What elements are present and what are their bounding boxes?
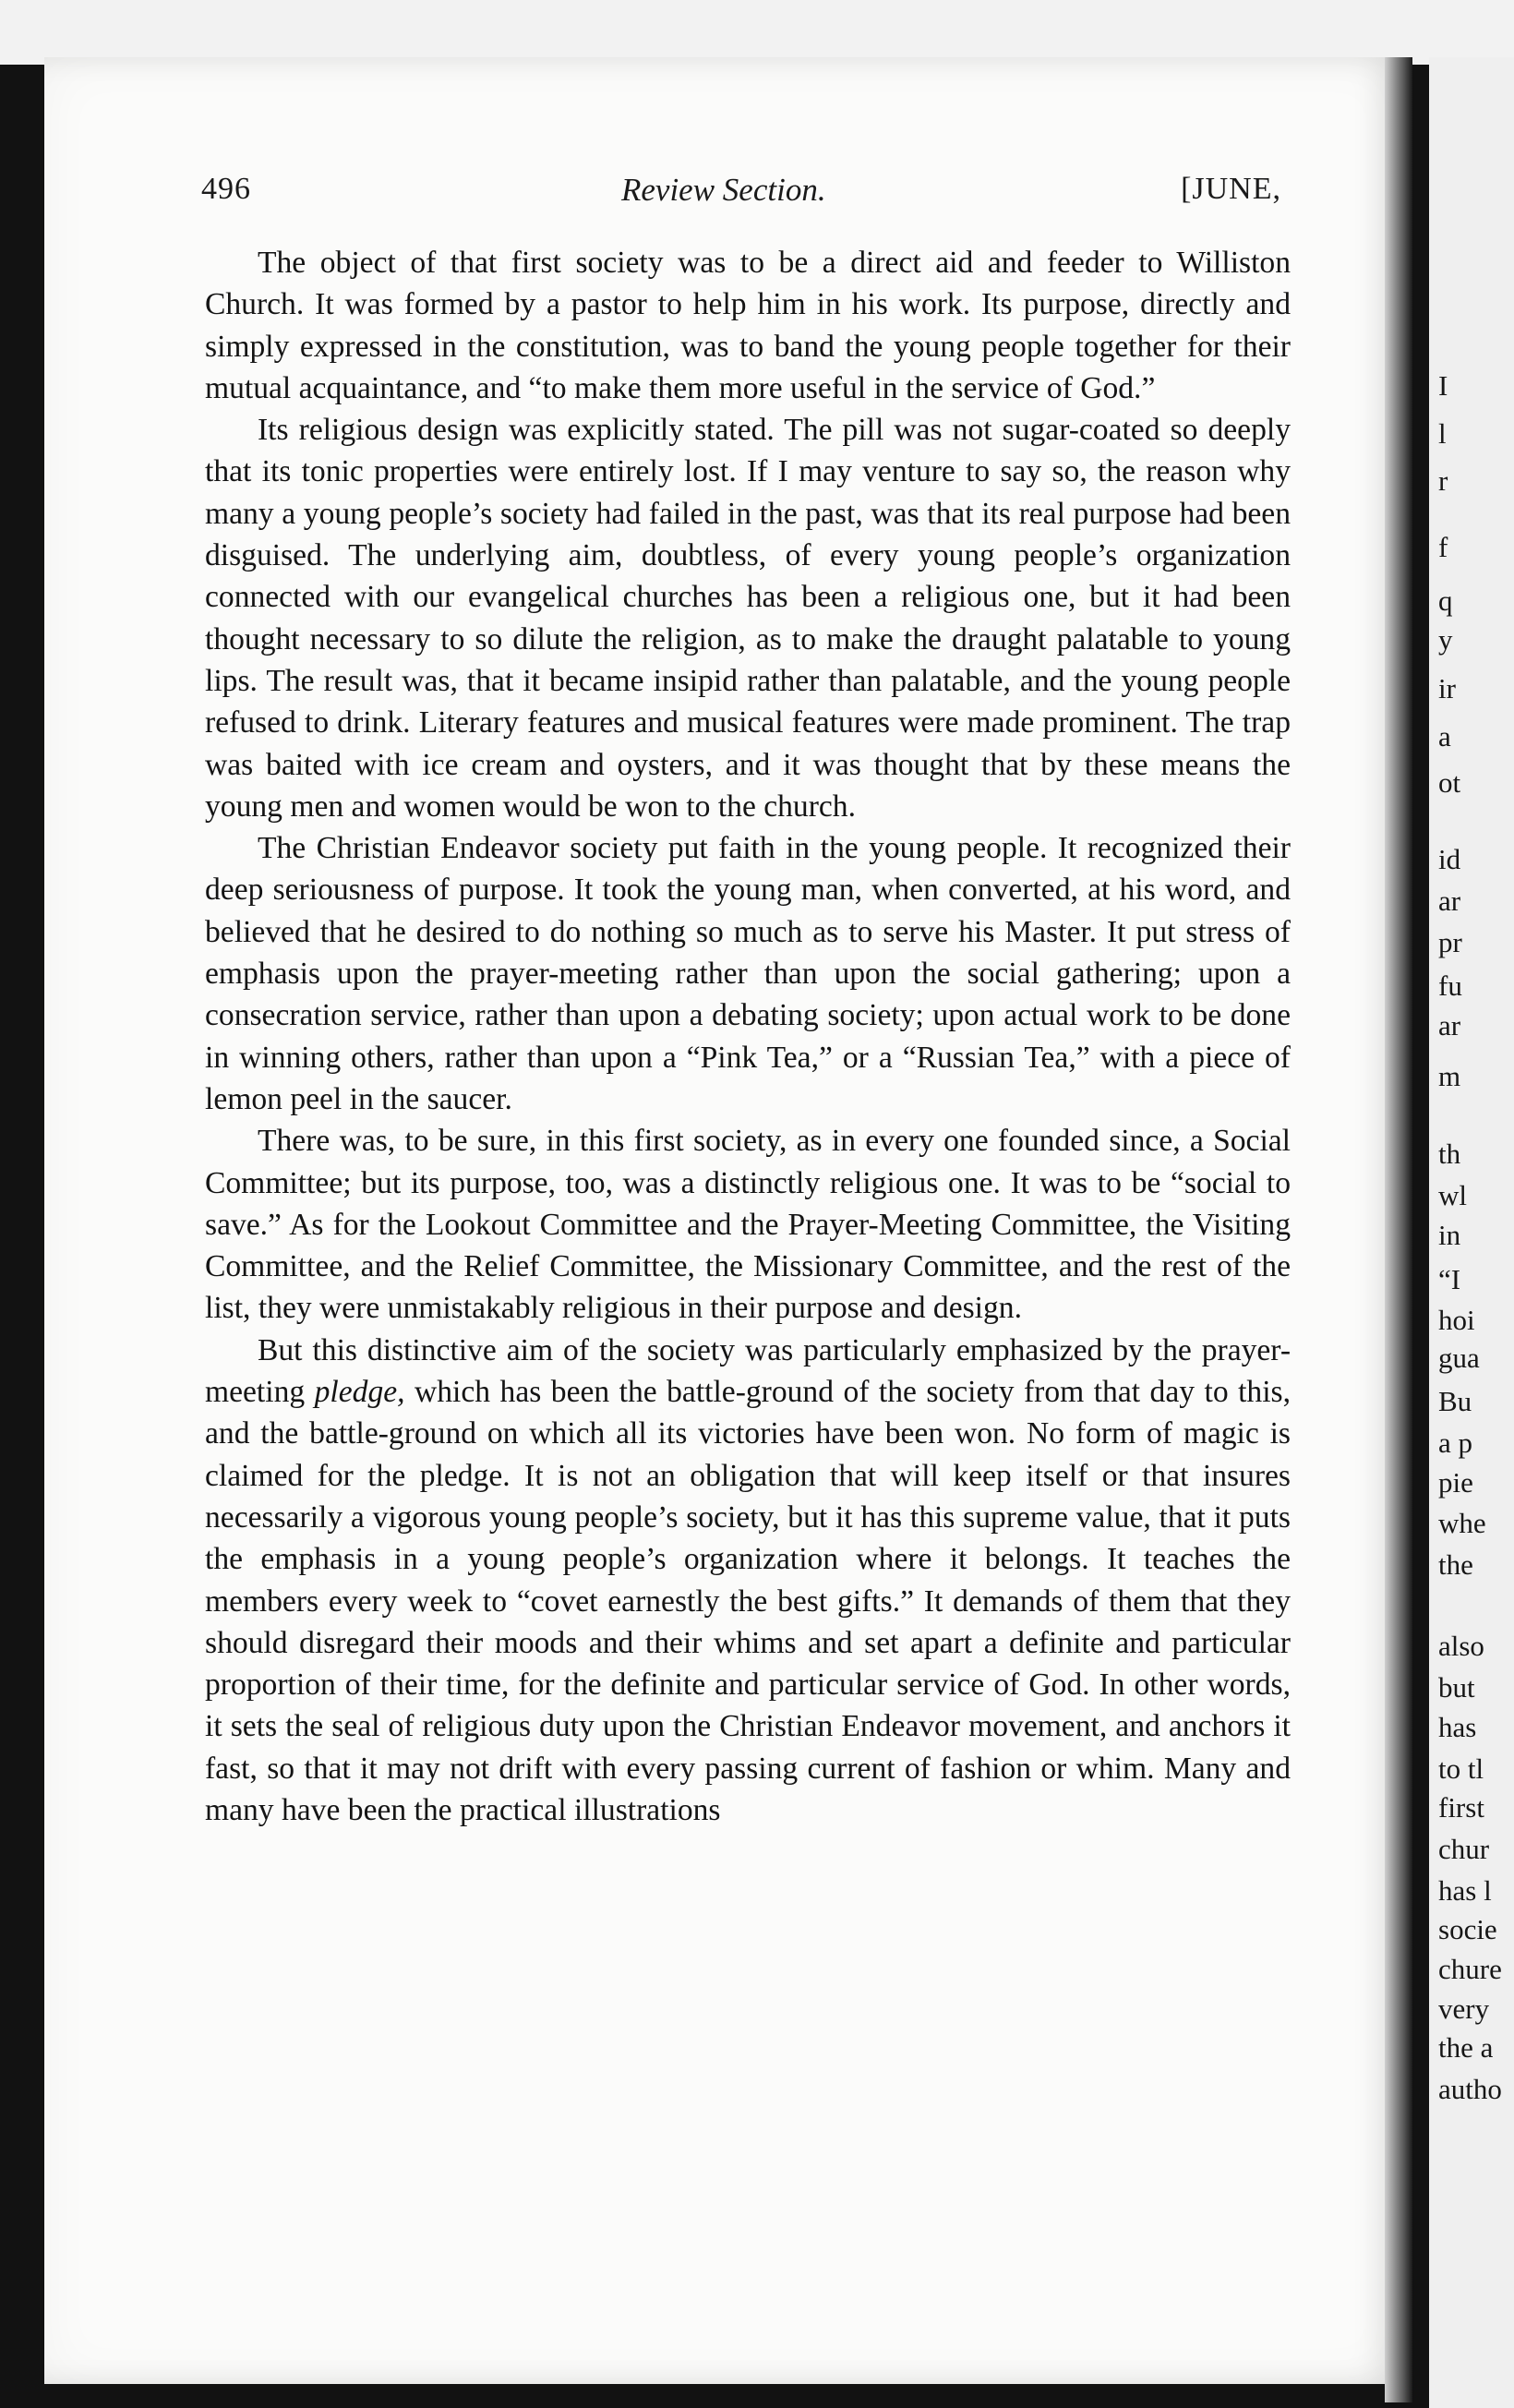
adjacent-page-text: id [1438,843,1461,875]
adjacent-page-text: the a [1438,2031,1494,2064]
page-gutter-shadow [1385,57,1412,2402]
adjacent-page-text: ot [1438,766,1461,799]
adjacent-page-text: in [1438,1219,1461,1251]
adjacent-page-text: pr [1438,926,1462,958]
adjacent-page-text: has [1438,1711,1477,1743]
adjacent-page-text: ir [1438,672,1456,704]
scan-backdrop [0,0,1514,65]
adjacent-page-text: whe [1438,1507,1486,1539]
adjacent-page-text: “I [1438,1263,1461,1295]
adjacent-page-text: fu [1438,969,1462,1002]
adjacent-page-text: ar [1438,1009,1461,1041]
pledge-text-before: But this distinctive aim of the society was particularly emphasized by the prayer-meeting [205,1332,1291,1410]
adjacent-page-text: hoi [1438,1304,1475,1336]
pledge-text-after: which has been the battle-ground of the society from that day to this, and the battle-ground on which all its victories have been won. No form of magic is claimed for the pledge. It is not an obligation that will keep itself or that insures necessarily a vigorous young people’s society, but it has this supreme value, that it puts the emphasis in a young people’s organization where it belongs. It teaches the members every week to “covet earnestly the best gifts.” It demands of them that they should disregard their moods and their whims and set apart a definite and particular proportion of their time, for the definite and particular service of God. In other words, it sets the seal of religious duty upon the Christian Endeavor movement, and anchors it fast, so that it may not drift with every passing current of fashion or whim. Many and many have been the practical illustrations [205,1375,1292,1827]
adjacent-page-text: chure [1438,1953,1502,1985]
body-text [205,242,1291,1831]
running-month: [JUNE, [1181,172,1281,206]
adjacent-page-text: also [1438,1630,1484,1662]
paragraph: The object of that first society was to be a direct aid and feeder to Williston Church. It was formed by a pastor to help him in his work. Its purpose, directly and simply expressed in the constitution, was to band the young people together for their mutual acquaintance, and “to make them more useful in the service of God.” [205,246,1291,405]
adjacent-page-text: has l [1438,1874,1492,1907]
adjacent-page-text: a [1438,720,1451,752]
page-header [201,172,1281,223]
adjacent-page-text: chur [1438,1833,1490,1865]
adjacent-page-text: r [1438,464,1448,497]
adjacent-page-text: Bu [1438,1385,1472,1417]
adjacent-page-text: th [1438,1138,1461,1170]
adjacent-page-text: first [1438,1791,1484,1824]
adjacent-page-text: very [1438,1993,1490,2025]
adjacent-page-text: autho [1438,2073,1502,2105]
adjacent-page-text: the [1438,1548,1473,1581]
adjacent-page-text: gua [1438,1342,1480,1374]
adjacent-page-fragment [1429,57,1514,2408]
paragraph: There was, to be sure, in this first society, as in every one founded since, a Social Committee; but its purpose, too, was a distinctly religious one. It was to be “social to save.” As for the Lookout Committee and the Prayer-Meeting Committee, the Visiting Committee, and the Relief Committee, the Missionary Committee, and the rest of the list, they were unmistakably religious in their purpose and design. [205,1124,1291,1326]
adjacent-page-text: ar [1438,885,1461,917]
paragraph-pledge [205,1330,1291,1832]
pledge-italic: pledge, [314,1375,405,1410]
adjacent-page-text: f [1438,531,1448,563]
adjacent-page-text: y [1438,623,1453,656]
adjacent-page-text: socie [1438,1913,1497,1945]
paragraph: Its religious design was explicitly stated. The pill was not sugar-coated so deeply that its tonic properties were entirely lost. If I may venture to say so, the reason why many a young people’s society had failed in the past, was that its real purpose had been disguised. The underlying aim, doubtless, of every young people’s organization connected with our evangelical churches has been a religious one, but it had been thought necessary to so dilute the religion, as to make the draught palatable to young lips. The result was, that it became insipid rather than palatable, and the young people refused to drink. Literary features and musical features were made prominent. The trap was baited with ice cream and oysters, and it was thought that by these means the young men and women would be won to the church. [205,413,1291,824]
page-number: 496 [201,172,251,206]
adjacent-page-text: pie [1438,1466,1473,1499]
adjacent-page-text: m [1438,1060,1461,1092]
adjacent-page-text: to tl [1438,1752,1484,1785]
adjacent-page-text: wl [1438,1179,1467,1211]
adjacent-page-text: q [1438,584,1453,617]
running-head: Review Section. [621,172,826,208]
adjacent-page-text: I [1438,369,1448,402]
adjacent-page-text: l [1438,417,1447,450]
adjacent-page-text: a p [1438,1427,1473,1459]
adjacent-page-text: but [1438,1671,1475,1704]
paragraph: The Christian Endeavor society put faith in the young people. It recognized their deep seriousness of purpose. It took the young man, when converted, at his word, and believed that he desired to do nothing so much as to serve his Master. It put stress of emphasis upon the prayer-meeting rather than upon the social gathering; upon a consecration service, rather than upon a debating society; upon actual work to be done in winning others, rather than upon a “Pink Tea,” or a “Russian Tea,” with a piece of lemon peel in the saucer. [205,831,1291,1116]
